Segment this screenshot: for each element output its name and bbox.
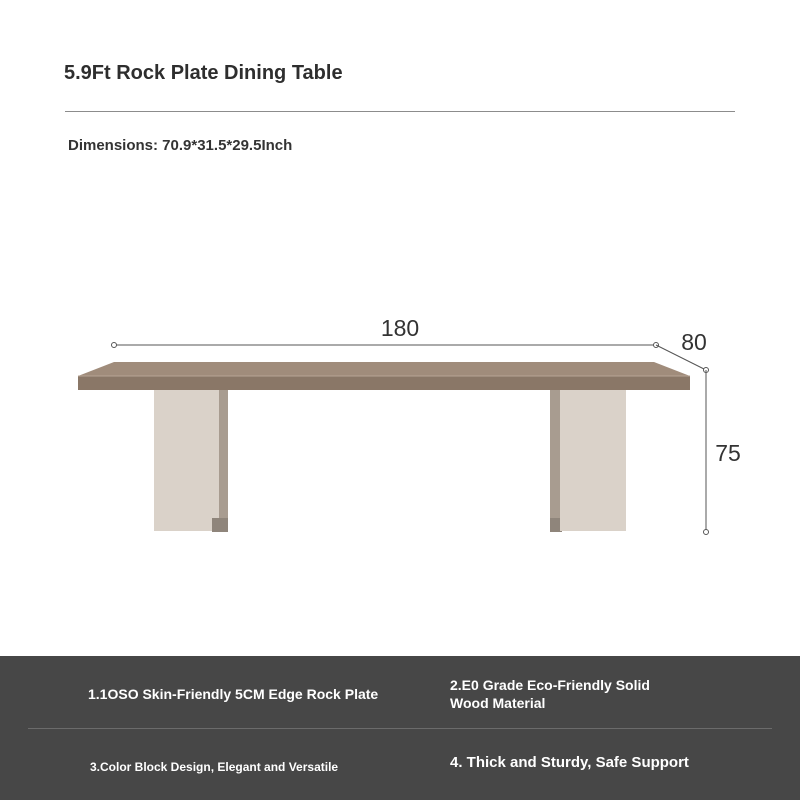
left-leg-side <box>218 390 228 518</box>
left-leg-foot-shadow <box>212 518 228 532</box>
feature-item-3: 3.Color Block Design, Elegant and Versatile <box>90 760 339 774</box>
title-divider <box>65 111 735 112</box>
right-leg-side <box>550 390 560 518</box>
depth-label: 80 <box>681 329 707 355</box>
features-band <box>0 656 800 800</box>
height-dimension-endpoint <box>704 530 709 535</box>
left-leg-front <box>154 390 219 531</box>
length-dimension-endpoint-left <box>112 343 117 348</box>
length-label: 180 <box>380 315 420 341</box>
feature-item-1: 1.1OSO Skin-Friendly 5CM Edge Rock Plate <box>88 686 379 702</box>
tabletop-surface <box>78 362 690 376</box>
right-leg-front <box>560 390 626 531</box>
feature-item-4: 4. Thick and Sturdy, Safe Support <box>450 754 689 771</box>
tabletop-edge <box>78 376 690 390</box>
product-title: 5.9Ft Rock Plate Dining Table <box>64 62 343 84</box>
height-label: 75 <box>715 440 741 466</box>
feature-item-2: 2.E0 Grade Eco-Friendly Solid Wood Material <box>450 677 650 711</box>
dimensions-text: Dimensions: 70.9*31.5*29.5Inch <box>68 137 293 154</box>
table-dimension-drawing <box>0 290 800 560</box>
features-divider <box>28 728 772 729</box>
